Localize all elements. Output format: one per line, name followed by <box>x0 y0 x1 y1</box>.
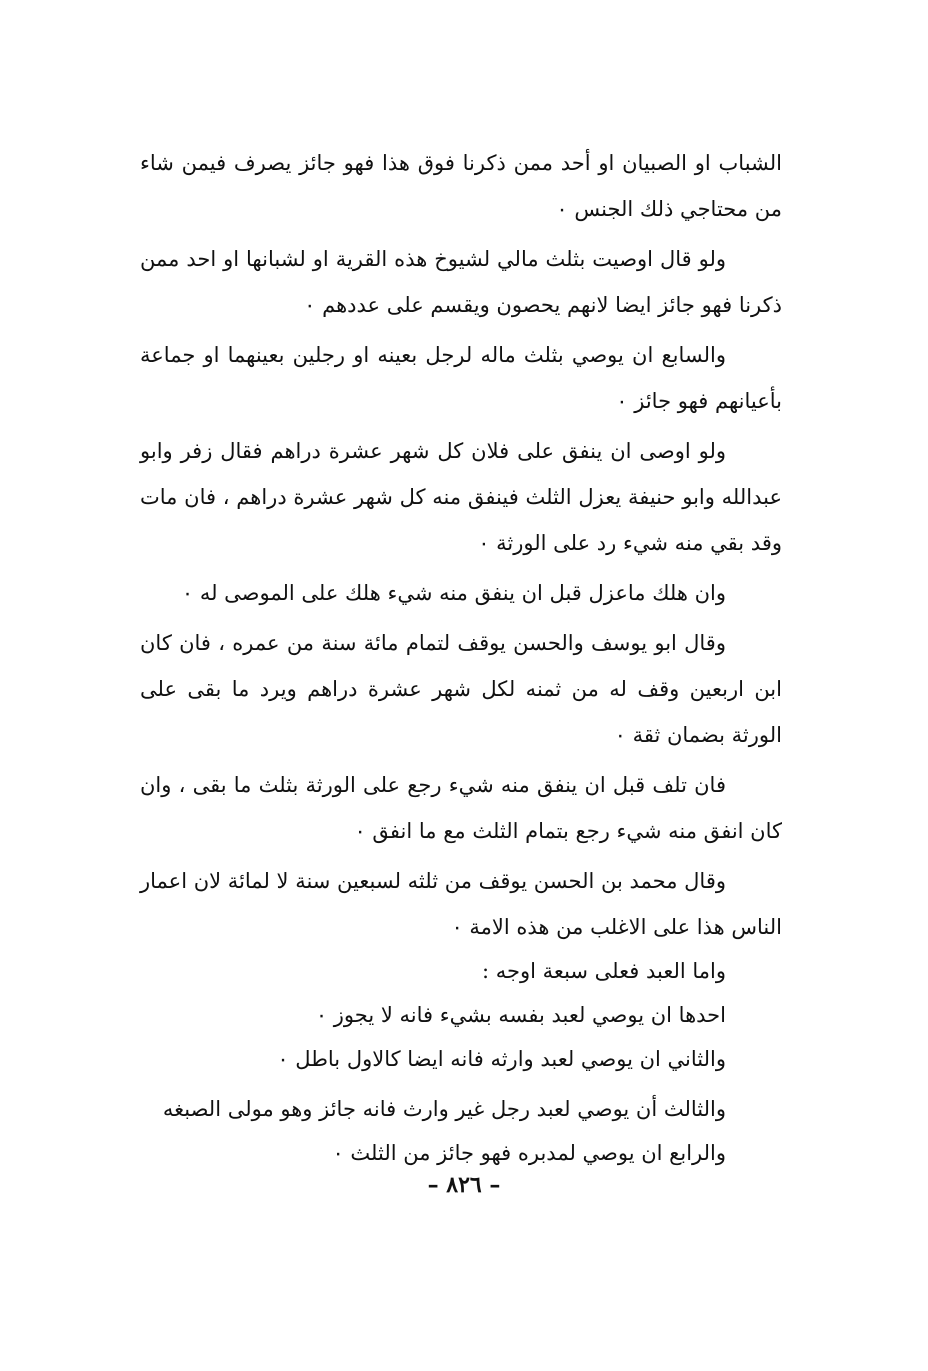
paragraph-1: الشباب او الصبيان او أحد ممن ذكرنا فوق هذا فهو جائز يصرف فيمن شاء من محتاجي ذلك الجنس ٠ <box>140 151 782 221</box>
paragraph-13: والرابع ان يوصي لمدبره فهو جائز من الثلث ٠ <box>332 1141 726 1165</box>
paragraph-8: وقال محمد بن الحسن يوقف من ثلثه لسبعين سنة لا لمائة لان اعمار الناس هذا على الاغلب من هذه الامة ٠ <box>140 869 782 939</box>
paragraph-5: وان هلك ماعزل قبل ان ينفق منه شيء هلك على الموصى له ٠ <box>181 581 726 605</box>
paragraph-7: فان تلف قبل ان ينفق منه شيء رجع على الورثة بثلث ما بقى ، وان كان انفق منه شيء رجع بتمام الثلث مع ما انفق ٠ <box>140 773 782 843</box>
paragraph-9: واما العبد فعلى سبعة اوجه : <box>482 959 726 983</box>
page-number: – ٨٢٦ – <box>427 1172 501 1198</box>
body-text <box>140 140 782 1176</box>
paragraph-4: ولو اوصى ان ينفق على فلان كل شهر عشرة دراهم فقال زفر وابو عبدالله وابو حنيفة يعزل الثلث فينفق منه كل شهر عشرة دراهم ، فان مات وقد بقي منه شيء رد على الورثة ٠ <box>140 439 782 555</box>
paragraph-6: وقال ابو يوسف والحسن يوقف لتمام مائة سنة من عمره ، فان كان ابن اربعين وقف له من ثمنه لكل شهر عشرة دراهم ويرد ما بقى على الورثة بضمان ثقة ٠ <box>140 631 782 747</box>
paragraph-3: والسابع ان يوصي بثلث ماله لرجل بعينه او رجلين بعينهما او جماعة بأعيانهم فهو جائز ٠ <box>140 343 782 413</box>
paragraph-11: والثاني ان يوصي لعبد وارثه فانه ايضا كالاول باطل ٠ <box>277 1047 726 1071</box>
paragraph-10: احدها ان يوصي لعبد بفسه بشيء فانه لا يجوز ٠ <box>315 1003 726 1027</box>
paragraph-2: ولو قال اوصيت بثلث مالي لشيوخ هذه القرية او لشبانها او احد ممن ذكرنا فهو جائز ايضا لانهم يحصون ويقسم على عددهم ٠ <box>140 247 782 317</box>
paragraph-12: والثالث أن يوصي لعبد رجل غير وارث فانه جائز وهو مولى الصبغه <box>162 1097 726 1121</box>
